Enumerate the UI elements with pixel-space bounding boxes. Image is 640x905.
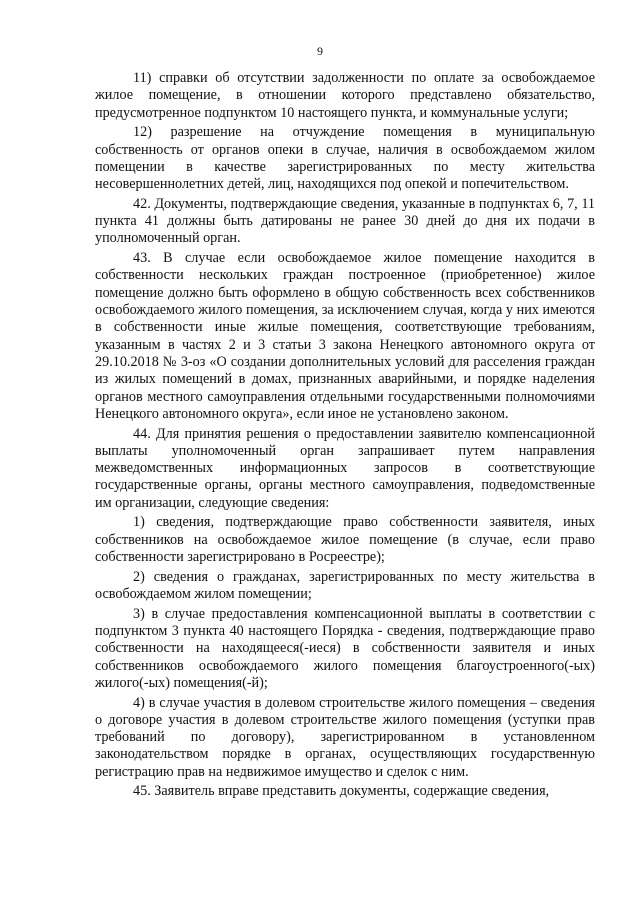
paragraph-43: 43. В случае если освобождаемое жилое помещение находится в собственности нескольких граждан построенное (приобретенное) жилое помещение должно быть оформлено в общую собственность всех собственников освобождаемого жилого помещения, за исключением случая, когда у них имеются в собственности иные жилые помещения, соответствующие требованиям, указанным в частях 2 и 3 статьи 3 закона Ненецкого автономного округа от 29.10.2018 № 3-оз «О создании дополнительных условий для расселения граждан из жилых помещений в домах, признанных аварийными, и порядке наделения органов местного самоуправления отдельными государственными полномочиями Ненецкого автономного округа», если иное не установлено законом. — [95, 250, 595, 422]
document-body — [95, 70, 595, 801]
paragraph-45: 45. Заявитель вправе представить документы, содержащие сведения, — [133, 783, 550, 800]
paragraph-11: 11) справки об отсутствии задолженности по оплате за освобождаемое жилое помещение, в отношении которого представлено обязательство, предусмотренное подпунктом 10 настоящего пункта, и коммунальные услуги; — [95, 70, 595, 121]
paragraph-44-3: 3) в случае предоставления компенсационной выплаты в соответствии с подпунктом 3 пункта 40 настоящего Порядка - сведения, подтверждающие право собственности на находящееся(-иеся) в собственности заявителя и иных собственников освобождаемого жилого помещения благоустроенного(-ых) жилого(-ых) помещения(-й); — [95, 605, 595, 691]
paragraph-44-2: 2) сведения о гражданах, зарегистрированных по месту жительства в освобождаемом жилом помещении; — [95, 568, 595, 602]
paragraph-12: 12) разрешение на отчуждение помещения в муниципальную собственность от органов опеки в случае, наличия в освобождаемом жилом помещении в качестве зарегистрированных по месту жительства несовершеннолетних детей, лиц, находящихся под опекой и попечительством. — [95, 124, 595, 193]
paragraph-44-1: 1) сведения, подтверждающие право собственности заявителя, иных собственников на освобождаемое жилое помещение (в случае, если право собственности зарегистрировано в Росреестре); — [95, 514, 595, 565]
page-number: 9 — [317, 44, 323, 58]
paragraph-42: 42. Документы, подтверждающие сведения, указанные в подпунктах 6, 7, 11 пункта 41 должны быть датированы не ранее 30 дней до дня их подачи в уполномоченный орган. — [95, 195, 595, 247]
paragraph-44-4: 4) в случае участия в долевом строительстве жилого помещения – сведения о договоре участия в долевом строительстве жилого помещения (уступки прав требований по договору), зарегистрированном в установленном законодательством порядке в органах, осуществляющих государственную регистрацию прав на недвижимое имущество и сделок с ним. — [95, 694, 595, 780]
paragraph-44: 44. Для принятия решения о предоставлении заявителю компенсационной выплаты уполномоченный орган запрашивает путем направления межведомственных информационных запросов в соответствующие государственные органы, органы местного самоуправления, подведомственные им организации, следующие сведения: — [95, 425, 595, 511]
